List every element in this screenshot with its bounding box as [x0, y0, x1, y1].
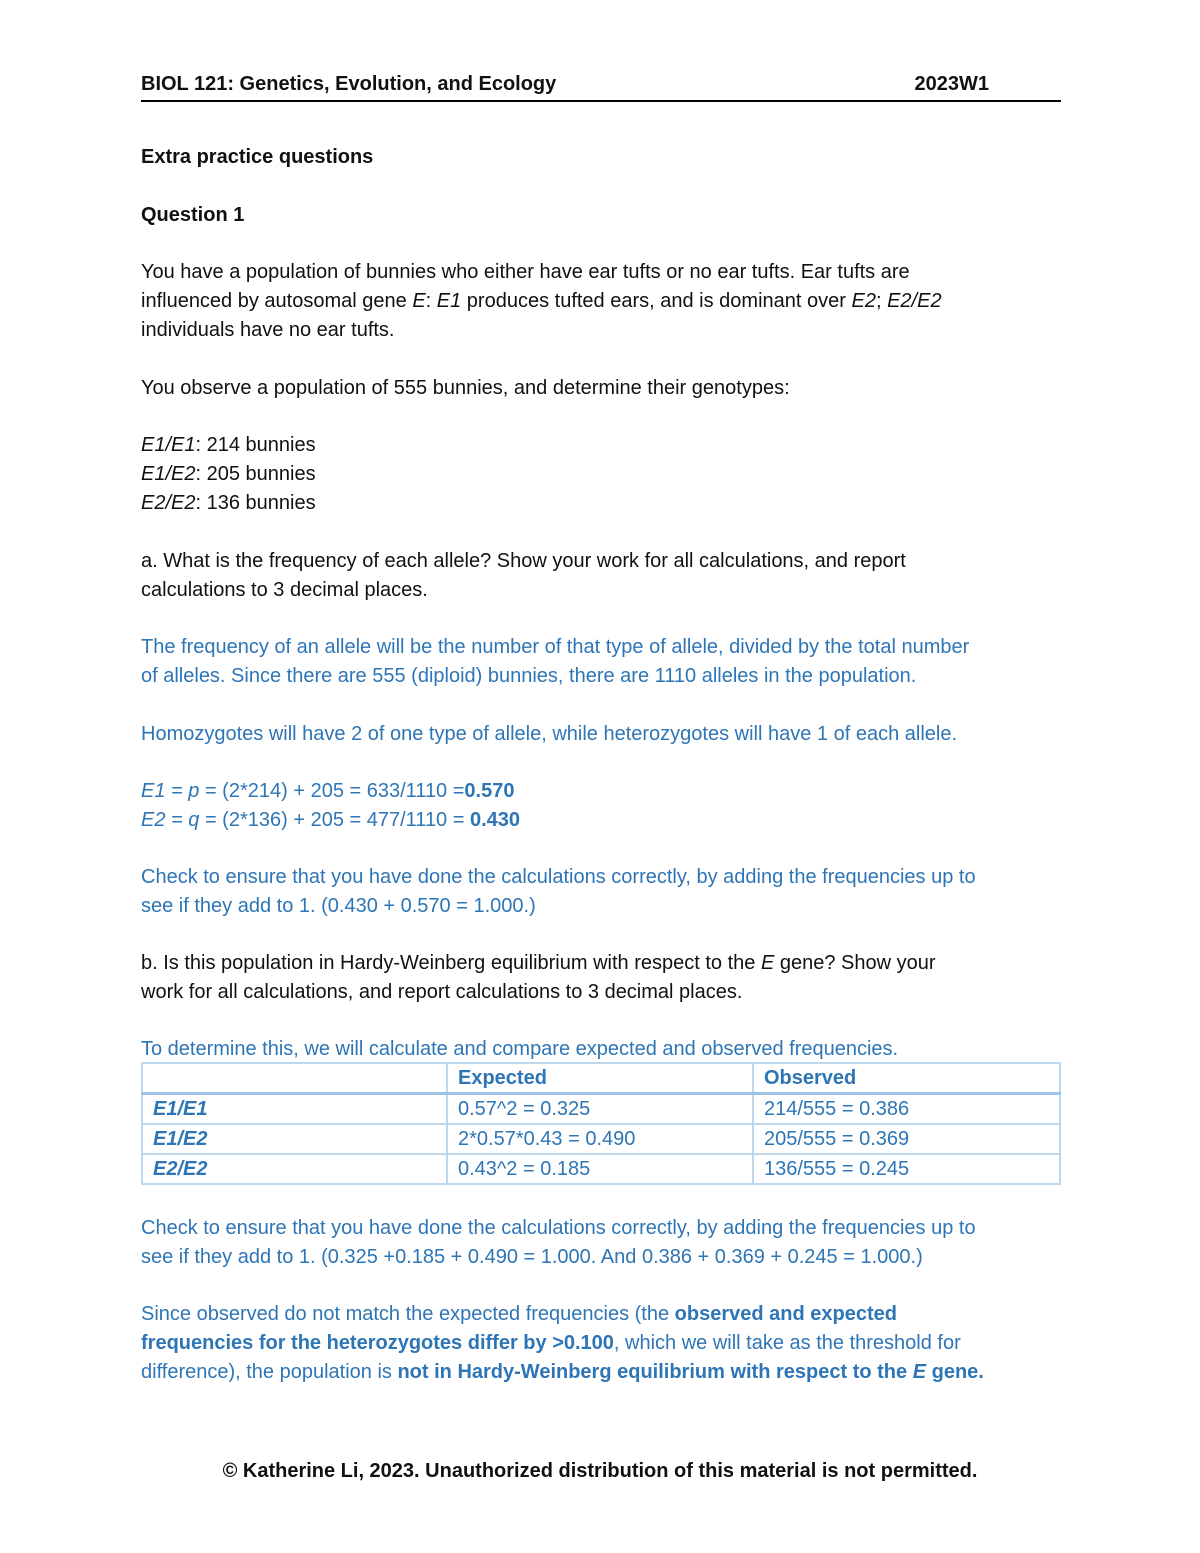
expected-cell: 0.43^2 = 0.185 [447, 1154, 753, 1184]
part-b-question-1: b. Is this population in Hardy-Weinberg equilibrium with respect to the E gene? Show your [141, 952, 936, 974]
table-intro: To determine this, we will calculate and compare expected and observed frequencies. [141, 1038, 899, 1060]
part-a-check-1: Check to ensure that you have done the calculations correctly, by adding the frequencies up to [141, 866, 976, 888]
observed-cell: 214/555 = 0.386 [753, 1094, 1060, 1125]
genotype-count: E2/E2: 136 bunnies [141, 492, 316, 514]
conclusion-line-2: frequencies for the heterozygotes differ by >0.100, which we will take as the threshold for [141, 1332, 961, 1354]
expected-cell: 0.57^2 = 0.325 [447, 1094, 753, 1125]
observed-cell: 136/555 = 0.245 [753, 1154, 1060, 1184]
part-a-question-1: a. What is the frequency of each allele? Show your work for all calculations, and report [141, 550, 906, 572]
genotype-count: E1/E2: 205 bunnies [141, 463, 316, 485]
course-title: BIOL 121: Genetics, Evolution, and Ecology [141, 73, 557, 95]
table-header-cell: Observed [753, 1063, 1060, 1094]
table-row [142, 1124, 1060, 1154]
intro-line-3: individuals have no ear tufts. [141, 319, 395, 341]
part-a-question-2: calculations to 3 decimal places. [141, 579, 428, 601]
table-header-row [142, 1063, 1060, 1094]
part-b-question-2: work for all calculations, and report calculations to 3 decimal places. [141, 981, 743, 1003]
section-title: Extra practice questions [141, 146, 374, 168]
part-a-answer-1: The frequency of an allele will be the number of that type of allele, divided by the total number [141, 636, 970, 658]
genotype-cell: E1/E1 [142, 1094, 447, 1125]
table-header-cell: Expected [447, 1063, 753, 1094]
equation-e2: E2 = q = (2*136) + 205 = 477/1110 = 0.430 [141, 809, 521, 831]
expected-cell: 2*0.57*0.43 = 0.490 [447, 1124, 753, 1154]
table-header-cell [142, 1063, 447, 1094]
table-row [142, 1154, 1060, 1184]
observe-text: You observe a population of 555 bunnies, and determine their genotypes: [141, 377, 790, 399]
equation-e1: E1 = p = (2*214) + 205 = 633/1110 =0.570 [141, 780, 515, 802]
question-title: Question 1 [141, 204, 245, 226]
part-a-answer-2: of alleles. Since there are 555 (diploid) bunnies, there are 1110 alleles in the population. [141, 665, 917, 687]
conclusion-line-1: Since observed do not match the expected frequencies (the observed and expected [141, 1303, 897, 1325]
intro-line-2: influenced by autosomal gene E: E1 produces tufted ears, and is dominant over E2; E2/E2 [141, 290, 942, 312]
frequency-table [141, 1062, 1061, 1185]
part-a-answer-3: Homozygotes will have 2 of one type of allele, while heterozygotes will have 1 of each allele. [141, 723, 958, 745]
genotype-cell: E2/E2 [142, 1154, 447, 1184]
part-b-check-1: Check to ensure that you have done the calculations correctly, by adding the frequencies up to [141, 1217, 976, 1239]
intro-line-1: You have a population of bunnies who either have ear tufts or no ear tufts. Ear tufts are [141, 261, 910, 283]
page-header [141, 70, 1061, 102]
part-b-check-2: see if they add to 1. (0.325 +0.185 + 0.490 = 1.000. And 0.386 + 0.369 + 0.245 = 1.000.) [141, 1246, 923, 1268]
copyright-footer: © Katherine Li, 2023. Unauthorized distribution of this material is not permitted. [222, 1460, 978, 1482]
observed-cell: 205/555 = 0.369 [753, 1124, 1060, 1154]
term-label: 2023W1 [914, 73, 989, 95]
part-a-check-2: see if they add to 1. (0.430 + 0.570 = 1.000.) [141, 895, 536, 917]
conclusion-line-3: difference), the population is not in Hardy-Weinberg equilibrium with respect to the E gene. [141, 1361, 984, 1383]
table-row [142, 1094, 1060, 1125]
genotype-cell: E1/E2 [142, 1124, 447, 1154]
genotype-count: E1/E1: 214 bunnies [141, 434, 316, 456]
